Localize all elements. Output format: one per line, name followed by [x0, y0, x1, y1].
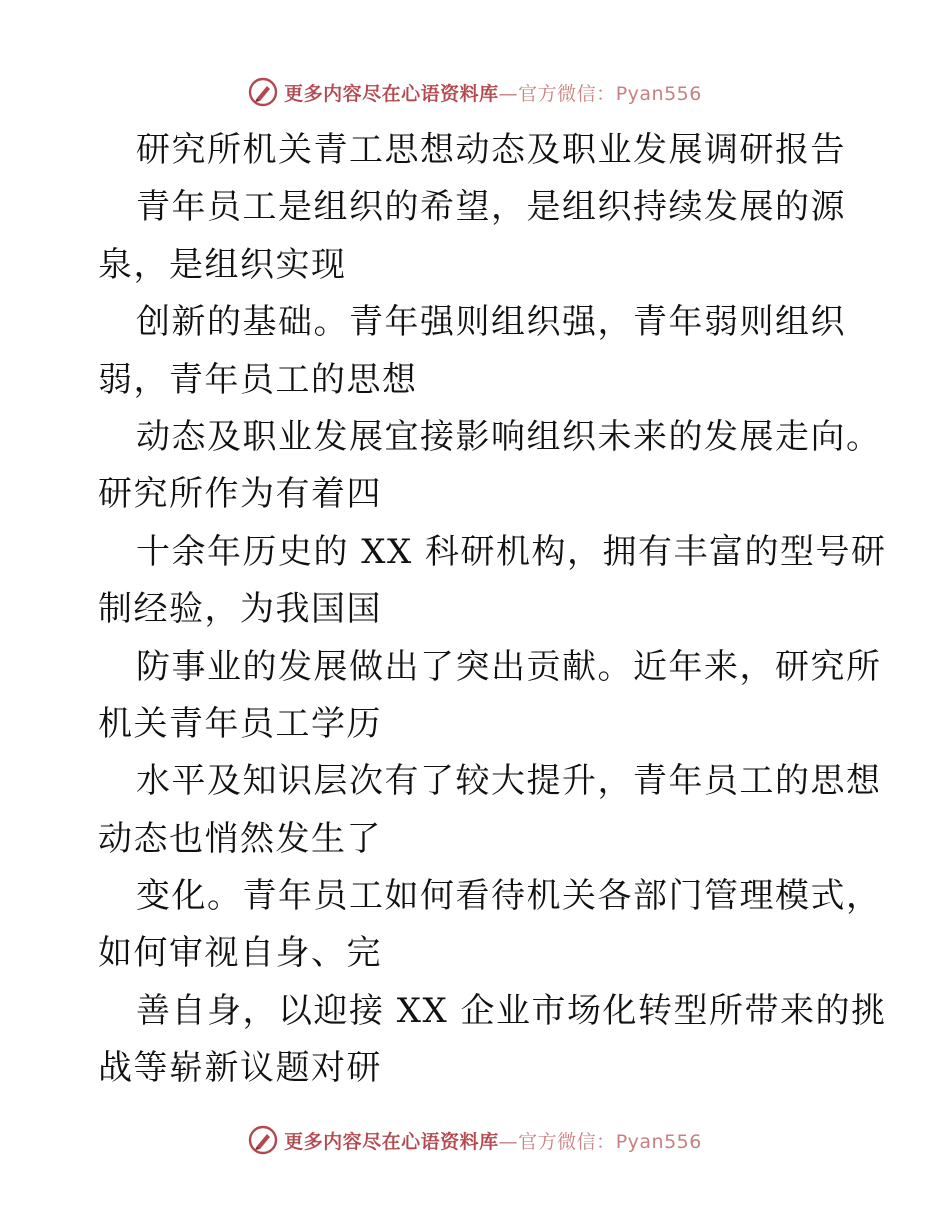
text-line: 泉，是组织实现	[98, 244, 347, 285]
header-watermark-banner	[0, 72, 950, 112]
text-line: 动态也悄然发生了	[98, 818, 382, 859]
text-line: 水平及知识层次有了较大提升，青年员工的思想	[136, 761, 882, 802]
text-line: 研究所作为有着四	[98, 474, 382, 515]
banner-text: 更多内容尽在心语资料库—官方微信：Pyan556	[284, 82, 702, 105]
text-line: 青年员工是组织的希望，是组织持续发展的源	[136, 187, 846, 228]
text-line: 动态及职业发展宜接影响组织未来的发展走向。	[136, 416, 882, 457]
text-line: 变化。青年员工如何看待机关各部门管理模式，	[136, 876, 882, 917]
text-line: 十余年历史的 XX 科研机构，拥有丰富的型号研	[136, 531, 887, 572]
text-line: 创新的基础。青年强则组织强，青年弱则组织	[136, 302, 846, 343]
text-line: 防事业的发展做出了突出贡献。近年来，研究所	[136, 646, 882, 687]
banner-text: 更多内容尽在心语资料库—官方微信：Pyan556	[284, 1130, 702, 1153]
document-body	[98, 122, 888, 1098]
text-line: 如何审视自身、完	[98, 933, 382, 974]
text-line: 制经验，为我国国	[98, 589, 382, 630]
doc-title: 研究所机关青工思想动态及职业发展调研报告	[136, 130, 846, 170]
pen-logo-icon	[248, 1125, 278, 1155]
text-line: 善自身，以迎接 XX 企业市场化转型所带来的挑	[136, 990, 887, 1031]
text-line: 机关青年员工学历	[98, 703, 382, 744]
text-line: 弱，青年员工的思想	[98, 359, 418, 400]
pen-logo-icon	[248, 77, 278, 107]
text-line: 战等崭新议题对研	[98, 1048, 382, 1089]
footer-watermark-banner	[0, 1120, 950, 1160]
